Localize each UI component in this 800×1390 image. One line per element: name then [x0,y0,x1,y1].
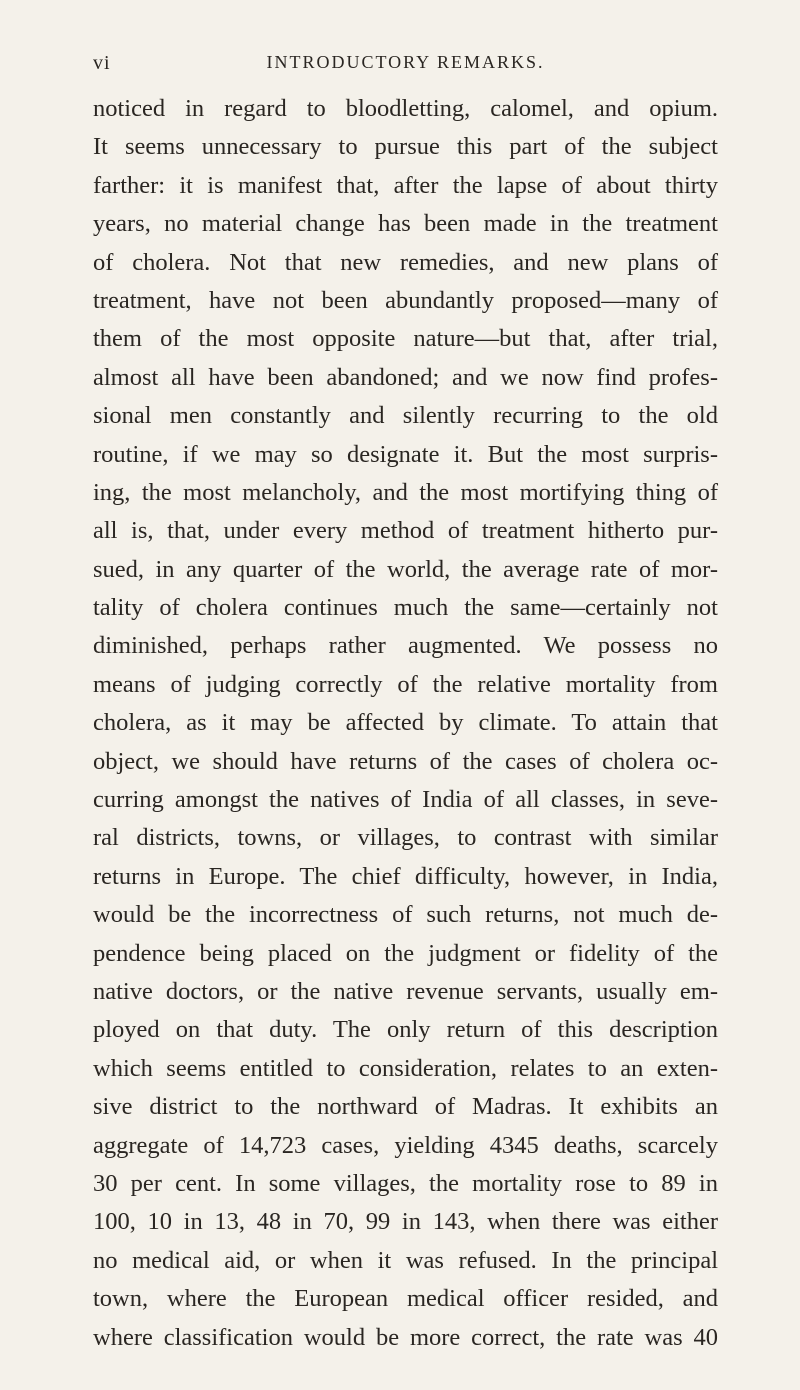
text-line: no medical aid, or when it was refused. In the principal [93,1246,718,1274]
text-line: returns in Europe. The chief difficulty, however, in India, [93,862,718,890]
text-line: curring amongst the natives of India of all classes, in seve- [93,786,718,814]
text-line: farther: it is manifest that, after the lapse of about thirty [93,171,718,199]
text-line: ral districts, towns, or villages, to contrast with similar [93,824,718,852]
text-line: would be the incorrectness of such returns, not much de- [93,901,718,929]
page-number: vi [93,52,111,74]
text-line: ployed on that duty. The only return of this description [93,1016,718,1044]
text-line: sive district to the northward of Madras. It exhibits an [93,1093,718,1121]
text-line: all is, that, under every method of treatment hitherto pur- [93,517,718,545]
text-line: treatment, have not been abundantly proposed—many of [93,286,718,314]
text-line: pendence being placed on the judgment or fidelity of the [93,939,718,967]
running-head [93,52,718,80]
text-line: object, we should have returns of the cases of cholera oc- [93,747,718,775]
text-line: years, no material change has been made in the treatment [93,210,718,238]
running-title: INTRODUCTORY REMARKS. [266,52,545,72]
text-line: town, where the European medical officer resided, and [93,1285,718,1313]
text-line: It seems unnecessary to pursue this part of the subject [93,133,718,161]
text-line: noticed in regard to bloodletting, calomel, and opium. [93,95,718,122]
text-line: native doctors, or the native revenue servants, usually em- [93,977,718,1005]
text-line: sued, in any quarter of the world, the average rate of mor- [93,555,718,583]
text-line: of cholera. Not that new remedies, and new plans of [93,248,718,276]
text-line: means of judging correctly of the relative mortality from [93,670,718,698]
text-line: them of the most opposite nature—but that, after trial, [93,325,718,353]
body-text [93,90,718,1357]
text-line: where classification would be more correct, the rate was 40 [93,1323,718,1351]
text-line: diminished, perhaps rather augmented. We possess no [93,632,718,660]
text-line: which seems entitled to consideration, relates to an exten- [93,1054,718,1082]
text-line: 30 per cent. In some villages, the mortality rose to 89 in [93,1169,718,1197]
text-line: ing, the most melancholy, and the most mortifying thing of [93,478,718,506]
text-line: sional men constantly and silently recurring to the old [93,402,718,430]
text-line: aggregate of 14,723 cases, yielding 4345 deaths, scarcely [93,1131,718,1159]
text-line: almost all have been abandoned; and we now find profes- [93,363,718,391]
text-line: 100, 10 in 13, 48 in 70, 99 in 143, when there was either [93,1208,718,1236]
text-line: cholera, as it may be affected by climate. To attain that [93,709,718,737]
text-line: tality of cholera continues much the same—certainly not [93,594,718,622]
text-line: routine, if we may so designate it. But the most surpris- [93,440,718,468]
